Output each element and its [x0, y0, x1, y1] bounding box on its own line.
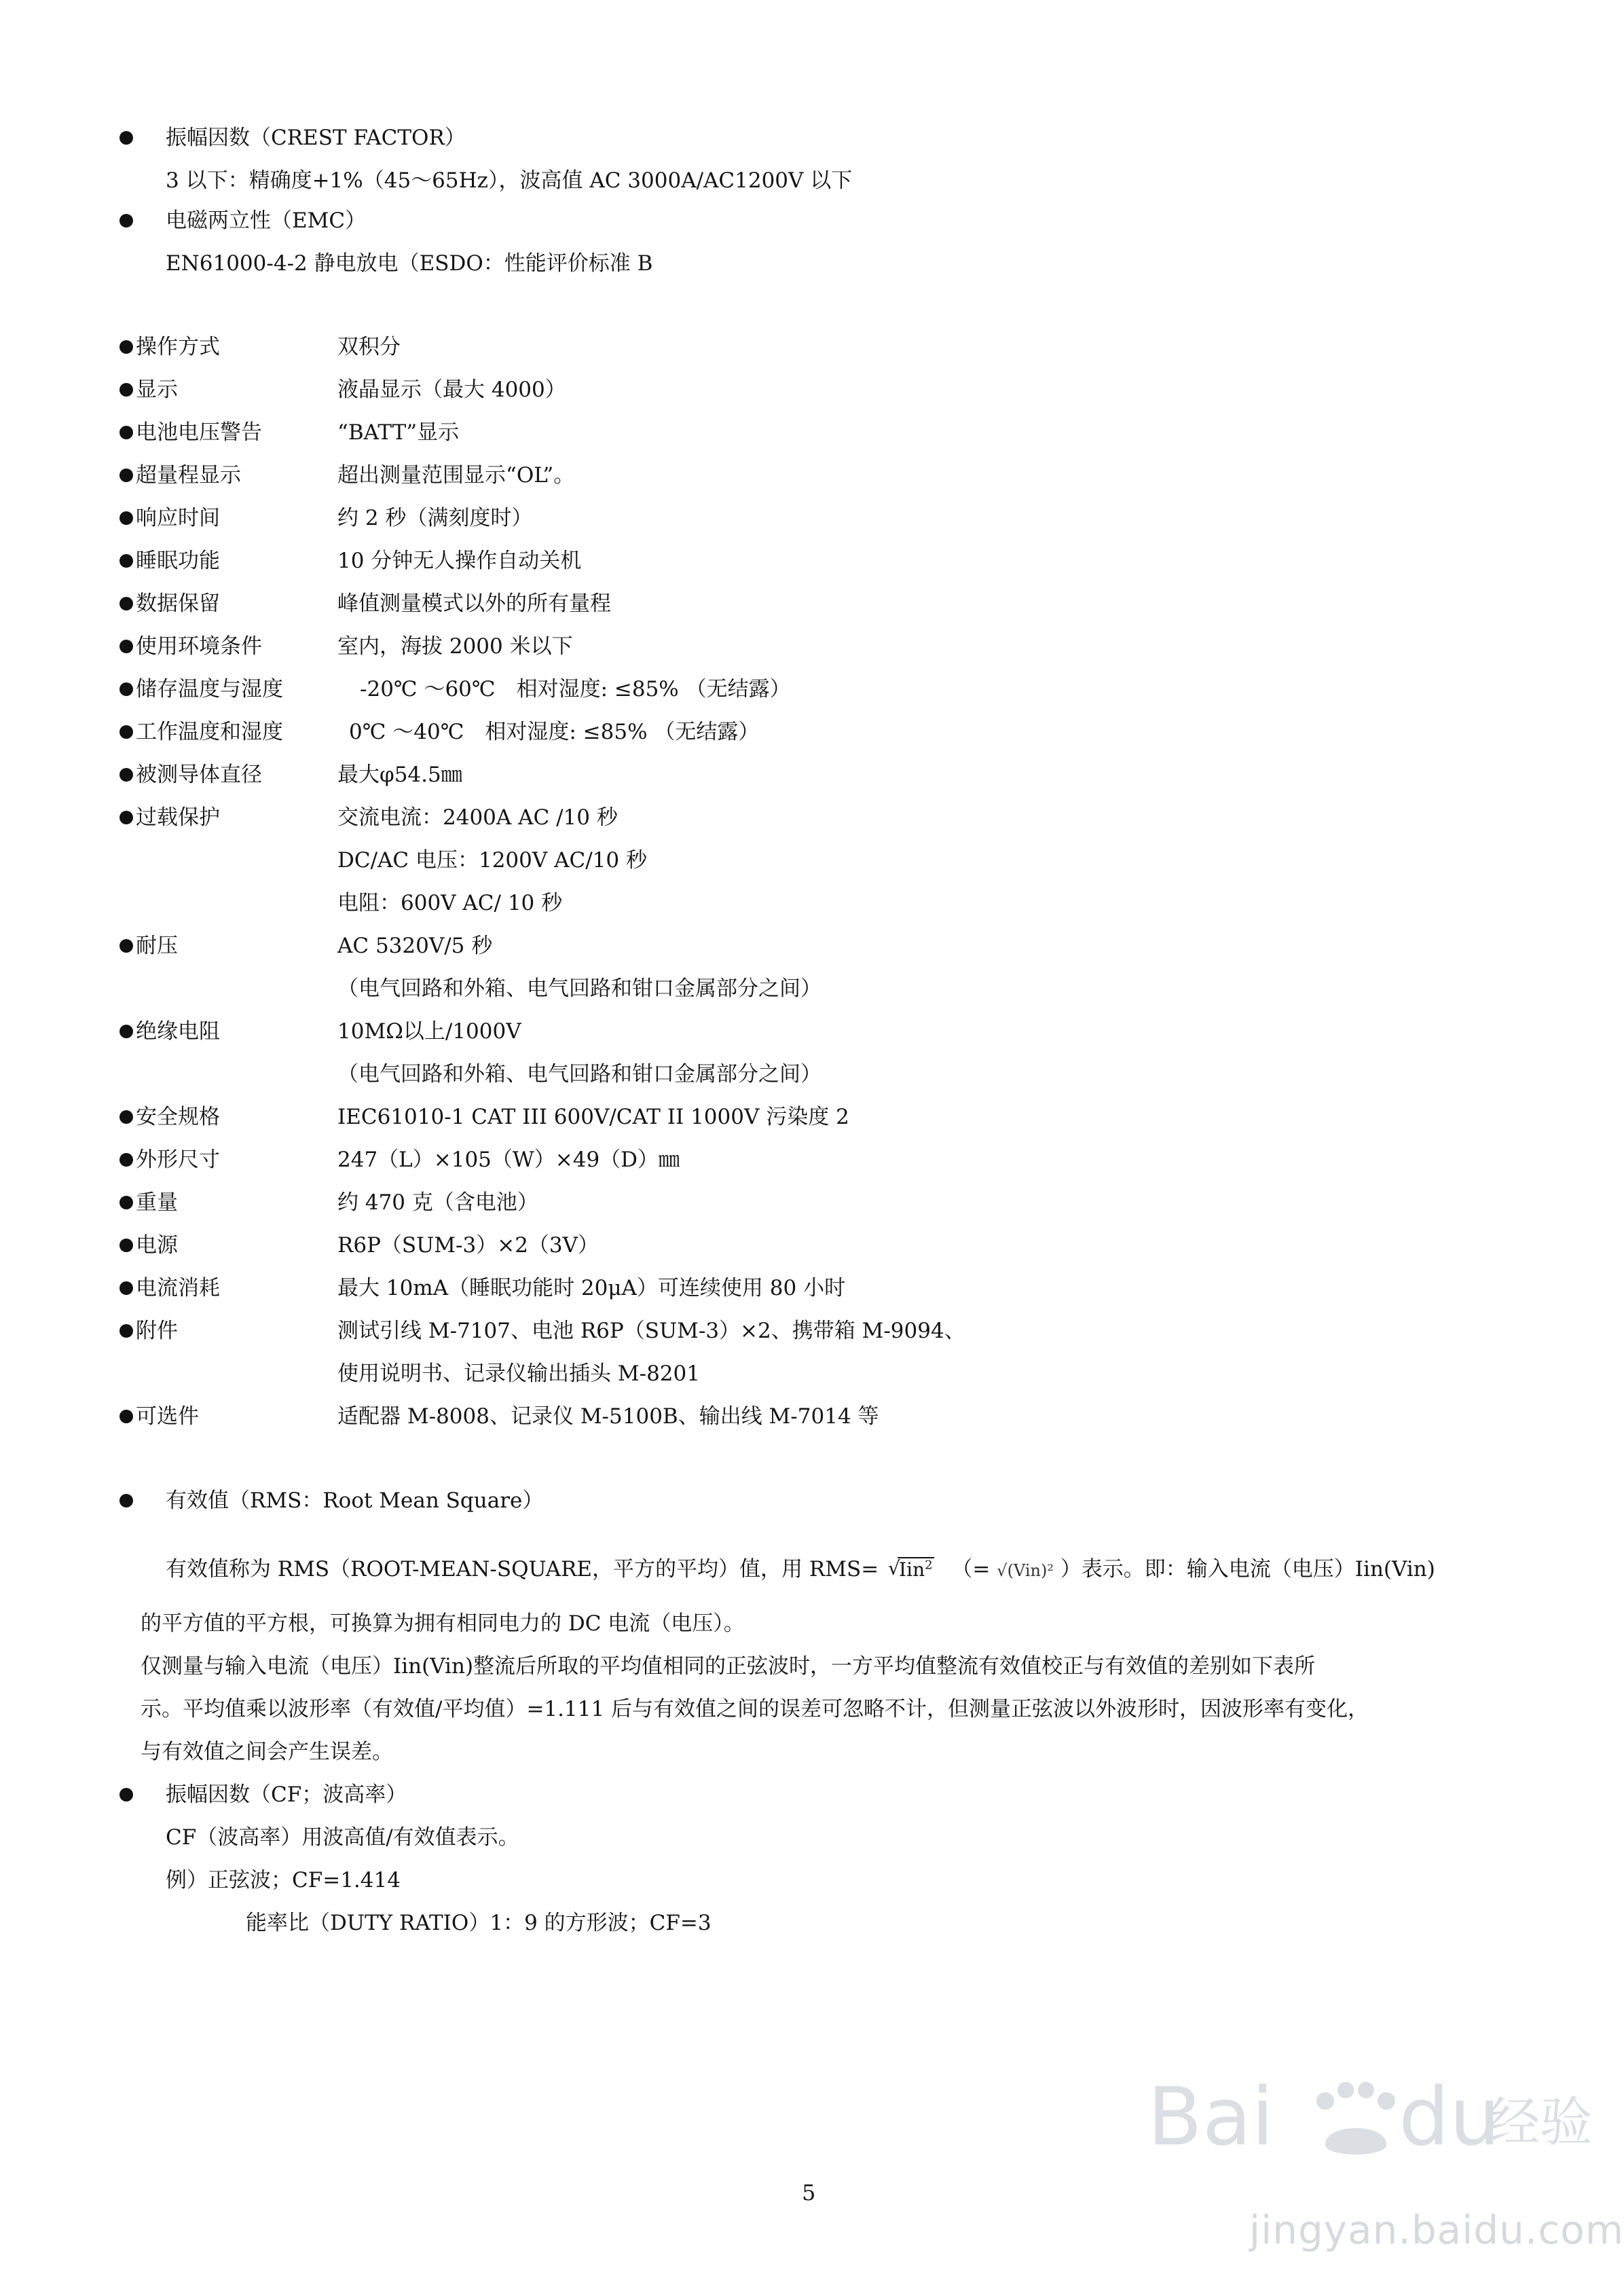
- spec-bullet: [119, 811, 133, 824]
- crest-factor-detail: 3 以下：精确度+1%（45～65Hz），波高值 AC 3000A/AC1200V 以下: [166, 168, 853, 193]
- spec-value: “BATT”显示: [337, 420, 460, 445]
- spec-label: 睡眠功能: [136, 549, 220, 573]
- spec-value: 双积分: [337, 335, 401, 359]
- cf-line-3: 能率比（DUTY RATIO）1：9 的方形波；CF=3: [246, 1911, 712, 1935]
- bullet-crest-factor: [119, 131, 133, 145]
- spec-value: 10 分钟无人操作自动关机: [337, 549, 582, 573]
- spec-bullet: [119, 682, 133, 696]
- crest-factor-title: 振幅因数（CREST FACTOR）: [166, 126, 466, 150]
- rms-line-3: 仅测量与输入电流（电压）Iin(Vin)整流后所取的平均值相同的正弦波时，一方平均值整流有效值校正与有效值的差别如下表所: [141, 1654, 1316, 1679]
- cf-title: 振幅因数（CF；波高率）: [166, 1782, 407, 1807]
- bullet-rms: [119, 1494, 133, 1507]
- svg-text:du: du: [1399, 2070, 1500, 2163]
- formula-main-text: Iin: [899, 1558, 925, 1581]
- rms-line-5: 与有效值之间会产生误差。: [141, 1740, 393, 1764]
- spec-value: 最大φ54.5㎜: [337, 763, 462, 787]
- spec-label: 绝缘电阻: [136, 1019, 220, 1044]
- spec-label: 电源: [136, 1233, 178, 1258]
- sqrt-radicand: [898, 1557, 934, 1581]
- spec-bullet: [119, 1025, 133, 1038]
- spec-value: 液晶显示（最大 4000）: [337, 378, 566, 402]
- spec-value: 峰值测量模式以外的所有量程: [337, 591, 611, 616]
- rms-line-2: 的平方值的平方根，可换算为拥有相同电力的 DC 电流（电压）。: [141, 1611, 745, 1636]
- spec-label: 安全规格: [136, 1105, 220, 1129]
- spec-bullet: [119, 1239, 133, 1252]
- spec-value: 室内，海拔 2000 米以下: [337, 634, 573, 659]
- spec-bullet: [119, 1281, 133, 1295]
- spec-value: 约 2 秒（满刻度时）: [337, 506, 533, 530]
- bullet-cf: [119, 1788, 133, 1801]
- spec-bullet: [119, 640, 133, 653]
- spec-bullet: [119, 426, 133, 439]
- spec-value: AC 5320V/5 秒: [337, 934, 493, 958]
- formula-alt-close: ）表示。即：输入电流（电压）Iin(Vin): [1060, 1557, 1435, 1581]
- sqrt-formula: [888, 1559, 934, 1581]
- spec-value: DC/AC 电压：1200V AC/10 秒: [337, 848, 647, 873]
- spec-bullet: [119, 340, 133, 354]
- spec-label: 被测导体直径: [136, 763, 262, 787]
- spec-value: R6P（SUM-3）×2（3V）: [337, 1233, 599, 1258]
- spec-label: 操作方式: [136, 335, 220, 359]
- spec-label: 数据保留: [136, 591, 220, 616]
- spec-value: 约 470 克（含电池）: [337, 1190, 538, 1215]
- spec-bullet: [119, 725, 133, 739]
- spec-label: 外形尺寸: [136, 1148, 220, 1172]
- formula-power: 2: [925, 1558, 933, 1573]
- baidu-logo-icon: [1147, 2064, 1593, 2173]
- spec-bullet: [119, 939, 133, 953]
- spec-bullet: [119, 469, 133, 482]
- formula-alt-value: √(Vin)²: [997, 1561, 1054, 1580]
- baidu-watermark: [1147, 2064, 1624, 2268]
- spec-label: 耐压: [136, 934, 178, 958]
- spec-bullet: [119, 554, 133, 568]
- spec-value: 超出测量范围显示“OL”。: [337, 463, 575, 488]
- svg-text:经验: 经验: [1487, 2092, 1593, 2153]
- spec-bullet: [119, 511, 133, 525]
- emc-title: 电磁两立性（EMC）: [166, 208, 367, 233]
- spec-label: 超量程显示: [136, 463, 241, 488]
- cf-line-2: 例）正弦波；CF=1.414: [166, 1868, 401, 1892]
- spec-value: （电气回路和外箱、电气回路和钳口金属部分之间）: [337, 976, 822, 1001]
- rms-line-4: 示。平均值乘以波形率（有效值/平均值）=1.111 后与有效值之间的误差可忽略不计，但测量正弦波以外波形时，因波形率有变化，: [141, 1697, 1369, 1721]
- spec-label: 显示: [136, 378, 178, 402]
- spec-value: 交流电流：2400A AC /10 秒: [337, 805, 618, 830]
- spec-value: 适配器 M-8008、记录仪 M-5100B、输出线 M-7014 等: [337, 1404, 879, 1429]
- page-number: 5: [802, 2180, 816, 2206]
- spec-bullet: [119, 768, 133, 782]
- spec-label: 工作温度和湿度: [136, 720, 283, 744]
- spec-label: 附件: [136, 1319, 178, 1343]
- spec-value: 电阻：600V AC/ 10 秒: [337, 891, 563, 915]
- spec-bullet: [119, 1196, 133, 1209]
- formula-alt-open: （=: [951, 1557, 991, 1581]
- svg-text:Bai: Bai: [1147, 2070, 1274, 2163]
- watermark-url: jingyan.baidu.com: [1249, 2207, 1624, 2253]
- bullet-emc: [119, 214, 133, 227]
- spec-bullet: [119, 597, 133, 610]
- rms-line-1-prefix: 有效值称为 RMS（ROOT-MEAN-SQUARE，平方的平均）值，用 RMS=: [166, 1557, 879, 1581]
- spec-value: -20℃ ～60℃ 相对湿度: ≤85% （无结露）: [360, 677, 791, 701]
- spec-label: 电流消耗: [136, 1276, 220, 1300]
- spec-label: 储存温度与湿度: [136, 677, 283, 701]
- spec-label: 重量: [136, 1190, 178, 1215]
- emc-detail: EN61000-4-2 静电放电（ESDO：性能评价标准 B: [166, 251, 653, 276]
- cf-line-1: CF（波高率）用波高值/有效值表示。: [166, 1825, 519, 1850]
- rms-title: 有效值（RMS：Root Mean Square）: [166, 1488, 544, 1513]
- spec-value: （电气回路和外箱、电气回路和钳口金属部分之间）: [337, 1062, 822, 1086]
- spec-bullet: [119, 1410, 133, 1423]
- spec-label: 过载保护: [136, 805, 220, 830]
- rms-line-1: [166, 1556, 1435, 1584]
- spec-value: 0℃ ～40℃ 相对湿度: ≤85% （无结露）: [349, 720, 760, 744]
- spec-value: 使用说明书、记录仪输出插头 M-8201: [337, 1361, 700, 1386]
- spec-bullet: [119, 383, 133, 397]
- spec-label: 可选件: [136, 1404, 199, 1429]
- spec-value: 测试引线 M-7107、电池 R6P（SUM-3）×2、携带箱 M-9094、: [337, 1319, 965, 1343]
- spec-bullet: [119, 1110, 133, 1124]
- spec-label: 电池电压警告: [136, 420, 262, 445]
- spec-value: 247（L）×105（W）×49（D）㎜: [337, 1148, 680, 1172]
- spec-bullet: [119, 1324, 133, 1338]
- spec-label: 响应时间: [136, 506, 220, 530]
- spec-value: 10MΩ以上/1000V: [337, 1019, 521, 1044]
- spec-bullet: [119, 1153, 133, 1167]
- spec-label: 使用环境条件: [136, 634, 262, 659]
- spec-value: IEC61010-1 CAT III 600V/CAT II 1000V 污染度 2: [337, 1105, 849, 1129]
- formula-alt-inner: (Vin)²: [1007, 1561, 1054, 1580]
- spec-value: 最大 10mA（睡眠功能时 20μA）可连续使用 80 小时: [337, 1276, 846, 1300]
